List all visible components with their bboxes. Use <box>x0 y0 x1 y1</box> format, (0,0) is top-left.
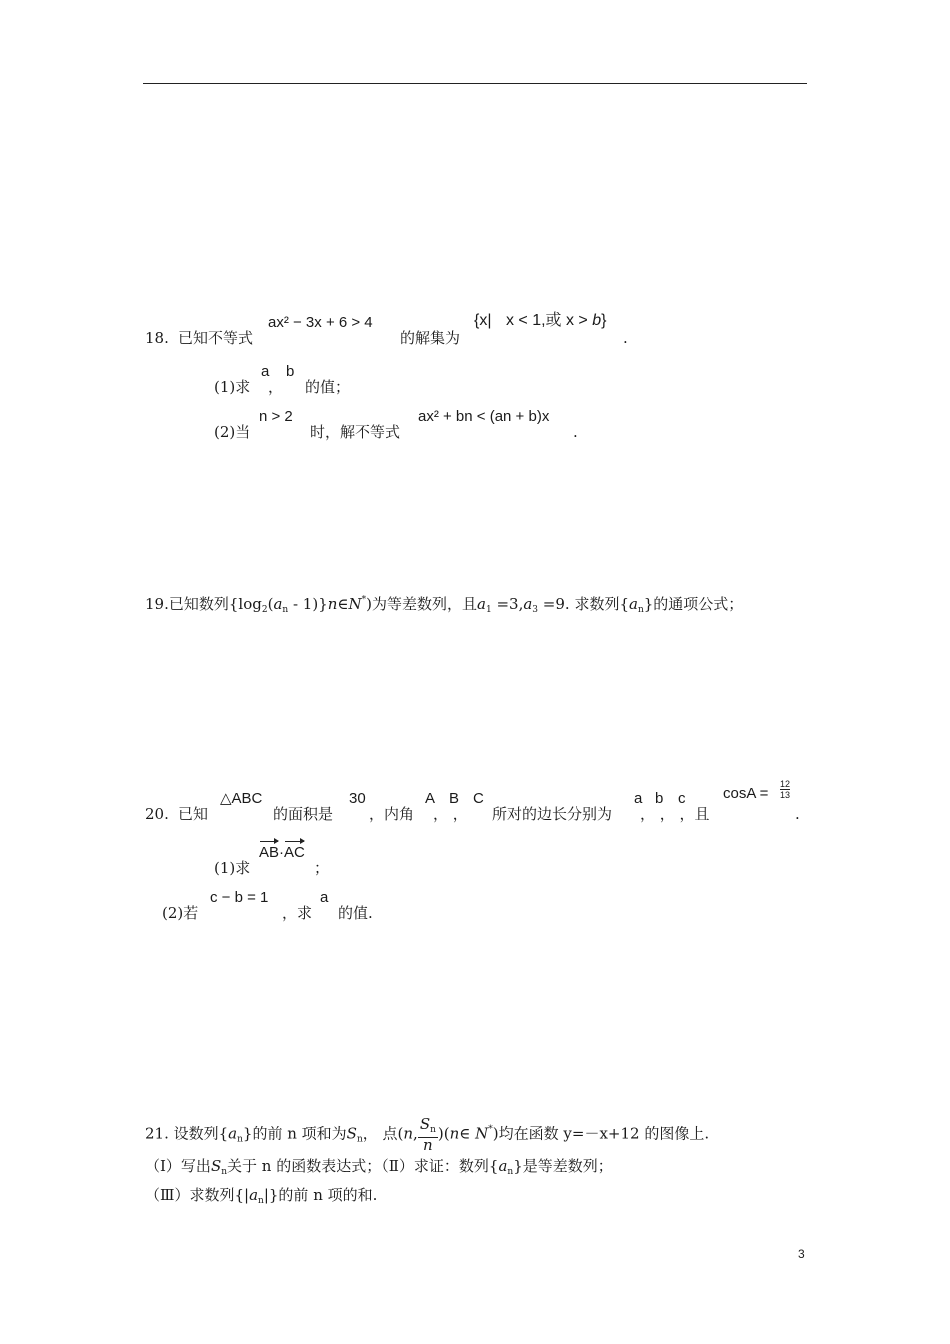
q20-commas: ， ， <box>433 805 468 823</box>
q20-part2-condition: c − b = 1 <box>210 889 269 906</box>
q18-part1-a: a <box>261 363 270 380</box>
q20-cos-text: cosA = <box>723 785 769 802</box>
q21-line2: （Ⅰ）写出$S_n$关于 n 的函数表达式；（Ⅱ）求证：数列$\{a_n\}$是等差数列； <box>145 1157 613 1177</box>
q20-part1-expression: AB·AC <box>259 844 305 861</box>
header-rule <box>143 83 807 84</box>
q18-inequality: ax² − 3x + 6 > 4 <box>268 314 373 331</box>
q20-angle-a: A <box>425 790 436 807</box>
q18-part1-sep: ， <box>268 378 284 396</box>
q18-solution-set: {x| x < 1,或 x > b} <box>474 312 607 329</box>
vector-ab: AB <box>259 844 280 861</box>
q20-end: . <box>795 805 800 823</box>
q20-part2-label: (2)若 <box>162 904 199 922</box>
q20-area-value: 30 <box>349 790 366 807</box>
q20-intro: 已知 <box>178 805 209 823</box>
q18-part2-end: . <box>573 423 578 441</box>
q18-number: 18. <box>145 329 169 347</box>
q18-mid: 的解集为 <box>400 329 461 347</box>
q21-fraction-sn-over-n: $\frac{S_n}{n}$ <box>419 1115 436 1154</box>
q20-part1-label: (1)求 <box>214 859 251 877</box>
q18-part1-b: b <box>286 363 295 380</box>
q20-side-c: c <box>678 790 686 807</box>
question-19: 19.已知数列{$\log_2(a_n$ - 1)}n∈N*)为等差数列，且$a_1 =3,a_3 =9$. 求数列$\{a_n\}$的通项公式； <box>145 595 744 615</box>
q20-number: 20. <box>145 805 169 823</box>
q20-area-text: 的面积是 <box>273 805 334 823</box>
q20-angle-b: B <box>449 790 460 807</box>
q20-angle-c: C <box>473 790 484 807</box>
q20-angles-text: ，内角 <box>369 805 415 823</box>
q20-part2-end: 的值. <box>338 904 373 922</box>
q18-part2-mid: 时，解不等式 <box>310 423 401 441</box>
q18-part2-inequality: ax² + bn < (an + b)x <box>418 408 550 425</box>
q18-intro: 已知不等式 <box>178 329 254 347</box>
q20-side-a: a <box>634 790 643 807</box>
q21-line1: 21. 设数列$\{a_n\}$的前 n 项和为$S_n$， 点(n, $\frac{S_n}{n}$ )(n∈ N*)均在函数 y=－x+12 的图像上. <box>145 1115 710 1154</box>
q20-sides-text: 所对的边长分别为 <box>492 805 613 823</box>
q18-end: . <box>623 329 628 347</box>
q20-commas2: ， ， ，且 <box>640 805 710 823</box>
q20-side-b: b <box>655 790 664 807</box>
q20-part2-a: a <box>320 889 329 906</box>
q20-triangle: △ABC <box>220 790 263 807</box>
q18-part1-end: 的值； <box>305 378 351 396</box>
q20-part2-mid: ，求 <box>282 904 313 922</box>
q18-part1-label: (1)求 <box>214 378 251 396</box>
q18-part2-label: (2)当 <box>214 423 251 441</box>
q20-cos-fraction: $\frac{12}{13}$ <box>780 779 791 800</box>
q18-part2-condition: n > 2 <box>259 408 293 425</box>
vector-ac: AC <box>284 844 305 861</box>
page-number: 3 <box>798 1247 805 1261</box>
q20-part1-end: ； <box>314 859 330 877</box>
q21-line3: （Ⅲ）求数列$\{|a_n|\}$的前 n 项的和. <box>145 1186 378 1206</box>
